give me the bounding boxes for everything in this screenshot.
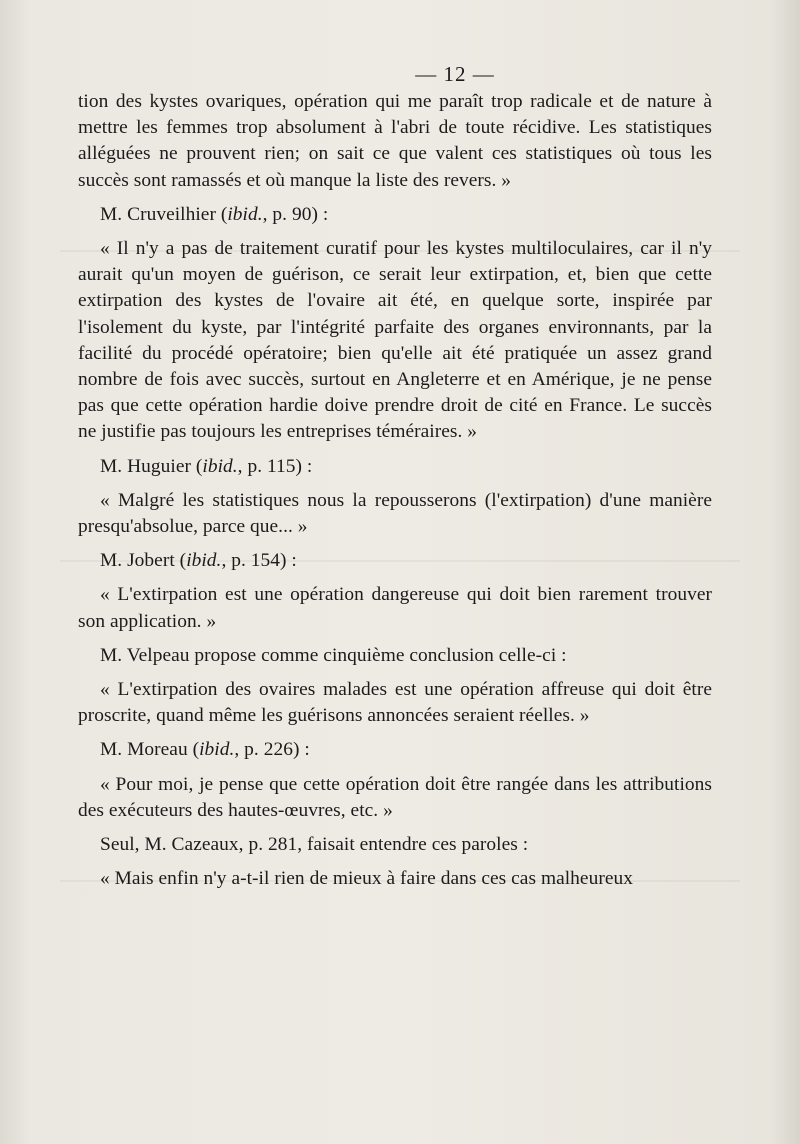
page-number: — 12 —: [415, 62, 495, 86]
quote-cazeaux: « Mais enfin n'y a-t-il rien de mieux à faire dans ces cas malheureux: [100, 868, 633, 890]
quote-jobert: « L'extirpation est une opération dangereuse qui doit bien rarement trouver son application. »: [78, 584, 712, 632]
attribution-cruveilhier: M. Cruveilhier (ibid., p. 90) :: [100, 203, 329, 225]
paragraph-cazeaux: Seul, M. Cazeaux, p. 281, faisait entendre ces paroles :: [100, 834, 529, 856]
quote-huguier: « Malgré les statistiques nous la repousserons (l'extirpation) d'une manière presqu'absolue, parce que... »: [78, 489, 712, 538]
page-text: [78, 60, 712, 892]
attribution-huguier: M. Huguier (ibid., p. 115) :: [100, 455, 313, 477]
attribution-moreau: M. Moreau (ibid., p. 226) :: [100, 739, 310, 761]
paragraph-continuation: tion des kystes ovariques, opération qui me paraît trop radicale et de nature à mettre les femmes trop absolument à l'abri de toute récidive. Les statistiques alléguées ne prouvent rien; on sait ce que valent ces statistiques où tous les succès sont ramassés et où manque la liste des revers. »: [78, 91, 712, 191]
quote-cruveilhier: « Il n'y a pas de traitement curatif pour les kystes multiloculaires, car il n'y aurait qu'un moyen de guérison, ce serait leur extirpation, et, bien que cette extirpation des kystes de l'ovaire ait été, en quelque sorte, inspirée par l'isolement du kyste, par l'intégrité parfaite des organes environnants, par la facilité du procédé opératoire; bien qu'elle ait été pratiquée un assez grand nombre de fois avec succès, surtout en Angleterre et en Amérique, je ne pense pas que cette opération hardie doive prendre droit de cité en France. Le succès ne justifie pas toujours les entreprises téméraires. »: [78, 238, 712, 443]
attribution-jobert: M. Jobert (ibid., p. 154) :: [100, 550, 297, 572]
quote-moreau: « Pour moi, je pense que cette opération doit être rangée dans les attributions des exécuteurs des hautes-œuvres, etc. »: [78, 773, 712, 821]
quote-velpeau: « L'extirpation des ovaires malades est une opération affreuse qui doit être proscrite, quand même les guérisons annoncées seraient réelles. »: [78, 679, 712, 727]
paragraph-velpeau: M. Velpeau propose comme cinquième conclusion celle-ci :: [100, 644, 567, 666]
